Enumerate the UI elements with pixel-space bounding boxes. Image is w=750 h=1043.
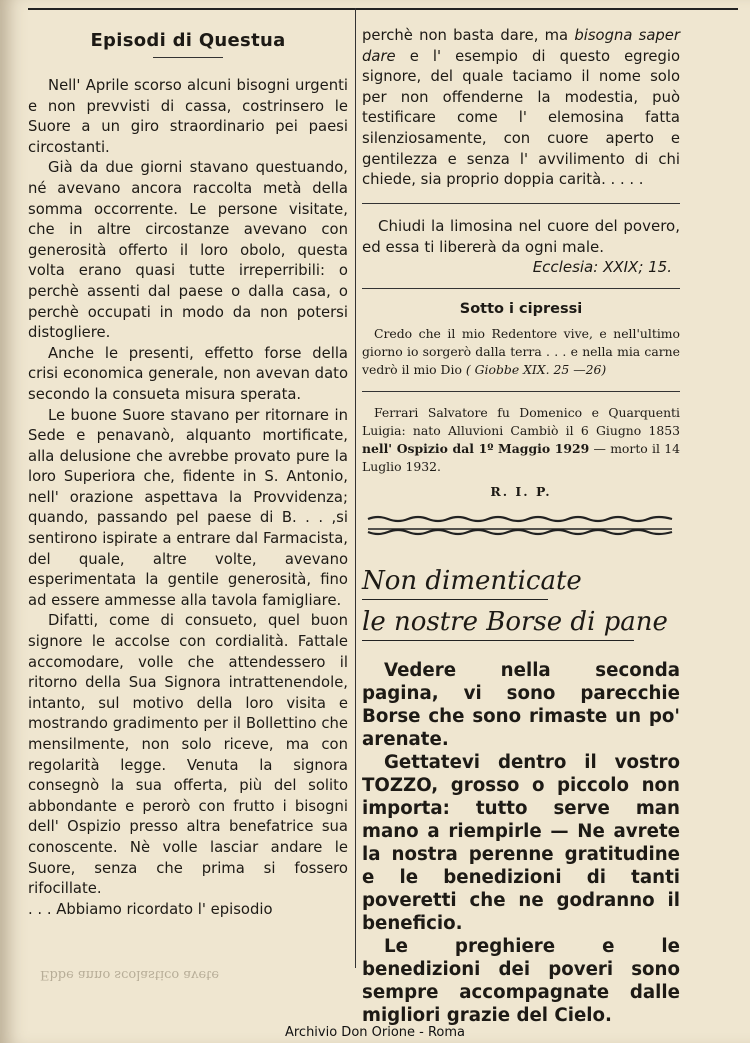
top-rule [28,8,738,10]
ornamental-rule [366,511,676,541]
verse-reference: ( Giobbe XIX. 25 —26) [465,361,607,377]
obituary-text: — morto il 14 Luglio 1932. [362,440,680,474]
paragraph: Anche le presenti, effetto forse della crisi economica generale, non avevan dato secondo la consueta misura sperata. [28,344,348,403]
quote: Chiudi la limosina nel cuore del povero, ed essa ti libererà da ogni male. [362,216,680,256]
continuation-text: e l' esempio di questo egregio signore, del quale taciamo il nome solo per non offenderne la modestia, può testificare come l' elemosina fatta silenziosamente, con cuore aperto e gentilezza e senza l' avvilimento di chi chiede, sia proprio doppia carità. . . . . [362,47,680,189]
banner-line-1: Non dimenticate [362,565,582,596]
title-rule [153,57,223,58]
divider [362,203,680,204]
continuation-emphasis: bisogna saper dare [362,27,680,65]
paragraph: Nell' Aprile scorso alcuni bisogni urgenti e non prevvisti di cassa, costrinsero le Suore a un giro straordinario pei paesi circostanti. [28,77,348,156]
column-divider [355,8,356,968]
appeal-paragraph: Le preghiere e le benedizioni dei poveri sono sempre accompagnate dalle migliori grazie del Cielo. [362,935,680,1026]
banner-underline [362,640,634,641]
verse-text: Credo che il mio Redentore vive, e nell'ultimo giorno io sorgerò dalla terra . . . e nella mia carne vedrò il mio Dio [362,325,680,377]
bleed-through-text: Ebbe anno scolastico avete [40,967,220,982]
paragraph: . . . Abbiamo ricordato l' episodio [28,900,273,918]
obituary-text: Ferrari Salvatore fu Domenico e Quarquenti Luigia: nato Alluvioni Cambiò il 6 Giugno 1853 [362,404,680,438]
article-title: Episodi di Questua [90,30,286,51]
divider [362,391,680,392]
quote-reference: Ecclesia: XXIX; 15. [532,257,672,276]
verse [362,325,680,379]
paragraph: Difatti, come di consueto, quel buon signore le accolse con cordialità. Fattale accomodare, volle che attendessero il ritorno della Sua Signora intrattenendole, intanto, sul motivo della loro visita e mostrando gradimento per il Bollettino che mensilmente, non solo riceve, ma con regolarità legge. Venuta la signora consegnò la sua offerta, più del solito abbondante e perorò con frutto i bisogni dell' Ospizio presso altra benefatrice sua conoscente. Nè volle lasciar andare le Suore, senza che prima si fossero rifocillate. [28,612,348,898]
appeal-paragraph: Gettatevi dentro il vostro TOZZO, grosso o piccolo non importa: tutto serve man mano a riempirle — Ne avrete la nostra perenne gratitudine e le benedizioni di tanti poveretti che ne godranno il beneficio. [362,751,680,934]
continuation-text: perchè non basta dare, ma [362,27,575,44]
paragraph: Già da due giorni stavano questuando, né avevano ancora raccolta metà della somma occorrente. Le persone visitate, che in altre circostanze avevano con generosità offerto il loro obolo, questa volta erano quasi tutte irreperribili: o perchè assenti dal paese o dalla casa, o perchè occupati in modo da non potersi distogliere. [28,159,348,342]
section-title: Sotto i cipressi [459,300,583,317]
obituary-highlight: nell' Ospizio dal 1º Maggio 1929 [362,440,590,456]
continuation-paragraph [362,26,680,191]
appeal-paragraph: Vedere nella seconda pagina, vi sono parecchie Borse che sono rimaste un po' arenate. [362,659,680,750]
banner-line-2: le nostre Borse di pane [362,606,668,637]
obituary [362,404,680,476]
archive-footer: Archivio Don Orione - Roma [284,1025,466,1040]
rip: R. I. P. [490,483,552,499]
banner-underline [362,599,548,600]
divider [362,288,680,289]
right-column [362,26,680,1027]
left-column [28,30,348,920]
paragraph: Le buone Suore stavano per ritornare in Sede e penavanò, alquanto mortificate, alla delusione che avrebbe provato pure la loro Superiora che, fidente in S. Antonio, nell' orazione aspettava la Provvidenza; quando, passando pel paese di B. . . ,si sentirono ispirate a entrare dal Farmacista, del quale, altre volte, avevano esperimentata la gentile generosità, fino ad essere ammesse alla tavola famigliare. [28,406,348,609]
